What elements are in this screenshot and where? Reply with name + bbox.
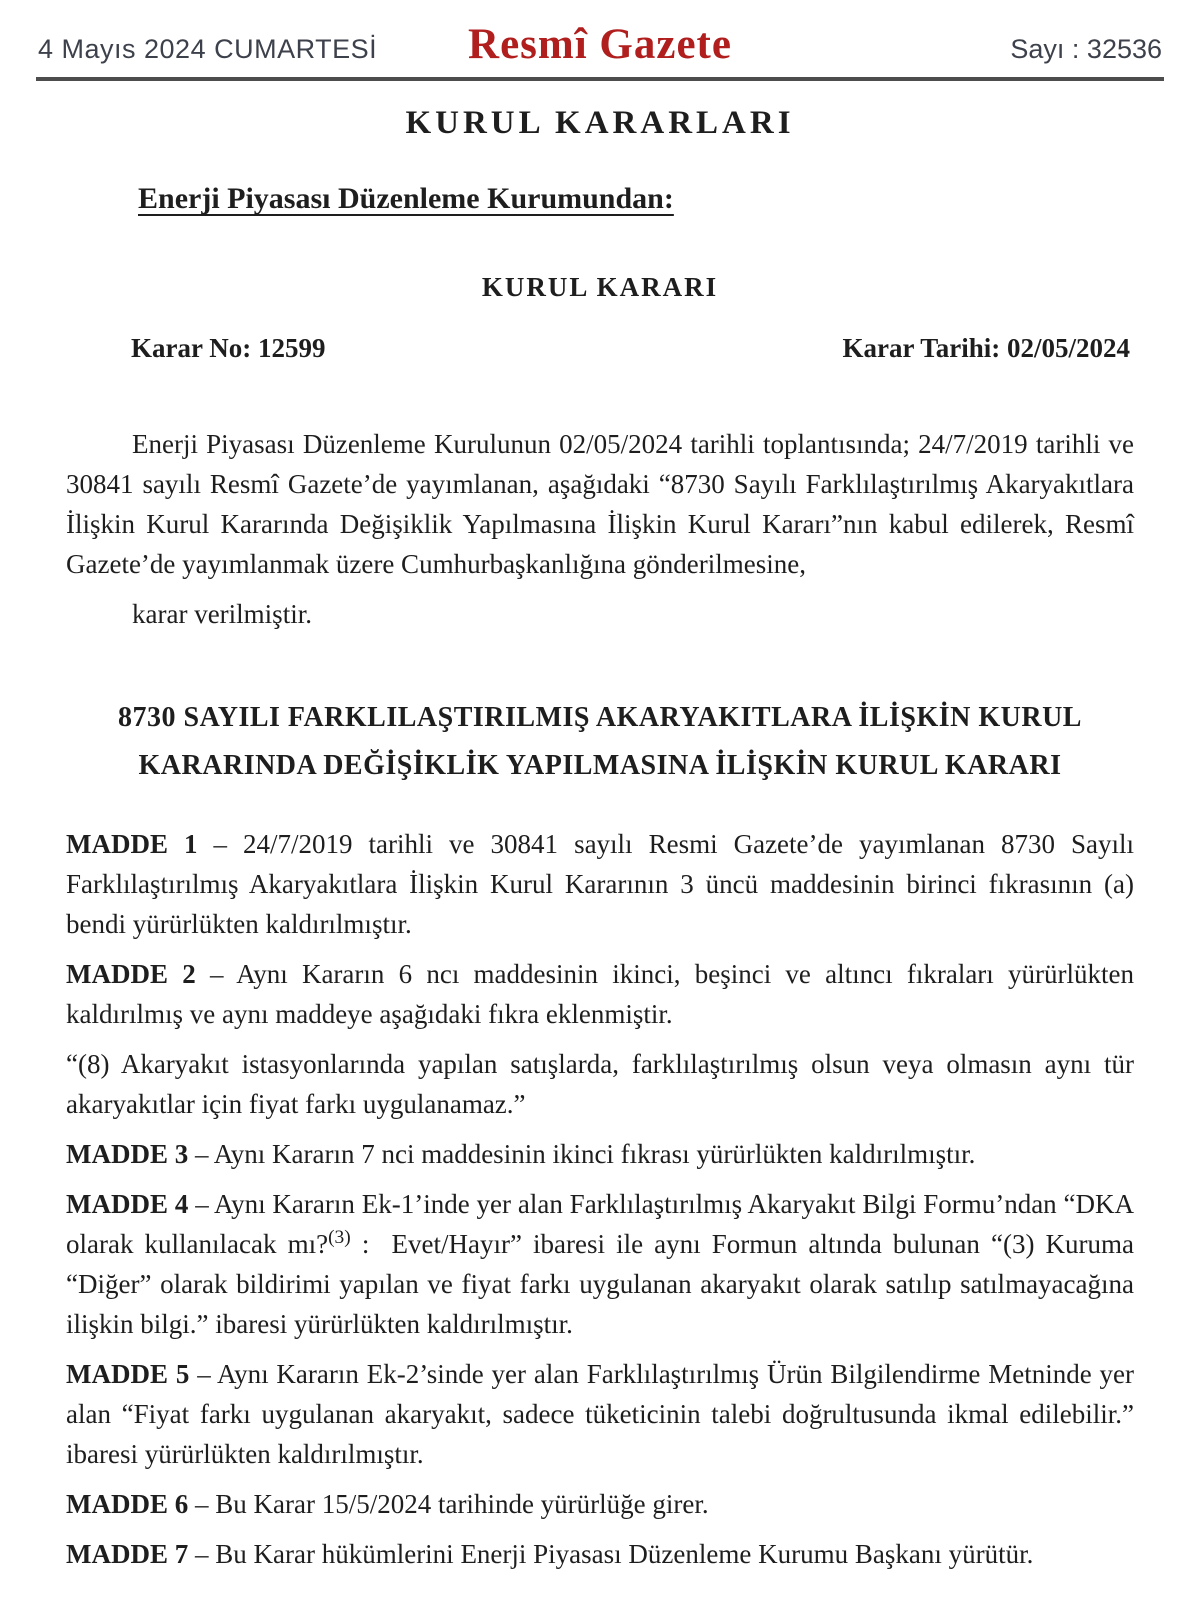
footnote-superscript-3: (3): [328, 1227, 351, 1248]
decision-meta-row: [131, 333, 1130, 364]
article-madde-1: [66, 824, 1134, 944]
article-madde-5: [66, 1354, 1134, 1474]
article-label: MADDE 2: [66, 959, 196, 989]
article-label: MADDE 1: [66, 829, 198, 859]
gazette-date: 4 Mayıs 2024 CUMARTESİ: [38, 34, 378, 64]
decision-number-value: 12599: [257, 333, 326, 363]
decision-number: [131, 333, 325, 364]
added-clause-quote: “(8) Akaryakıt istasyonlarında yapılan satışlarda, farklılaştırılmış olsun veya olmasın aynı tür akaryakıtlar için fiyat farkı uygulanamaz.”: [66, 1049, 1134, 1119]
decision-date: [842, 333, 1130, 364]
article-madde-6: [66, 1484, 1134, 1524]
article-label: MADDE 3: [66, 1139, 189, 1169]
article-text: – Aynı Kararın Ek-2’sinde yer alan Farklılaştırılmış Ürün Bilgilendirme Metninde yer alan “Fiyat farkı uygulanan akaryakıt, sadece tüketicinin talebi doğrultusunda ikmal edilebilir.” ibaresi yürürlükten kaldırılmıştır.: [66, 1359, 1134, 1469]
decree-heading-line-2: KARARINDA DEĞİŞİKLİK YAPILMASINA İLİŞKİN KURUL KARARI: [138, 750, 1062, 781]
header-divider: [36, 77, 1164, 81]
gazette-header: [0, 0, 1200, 69]
decision-date-value: 02/05/2024: [1006, 333, 1130, 363]
decision-date-label: Karar Tarihi:: [842, 333, 1001, 363]
intro-paragraph: Enerji Piyasası Düzenleme Kurulunun 02/05/2024 tarihli toplantısında; 24/7/2019 tarihli ve 30841 sayılı Resmî Gazete’de yayımlanan, aşağıdaki “8730 Sayılı Farklılaştırılmış Akaryakıtlara İlişkin Kurul Kararında Değişiklik Yapılmasına İlişkin Kurul Kararı”nın kabul edilerek, Resmî Gazete’de yayımlanmak üzere Cumhurbaşkanlığına gönderilmesine,: [66, 429, 1134, 579]
section-title: KURUL KARARLARI: [405, 105, 795, 141]
article-text: : Evet/Hayır” ibaresi ile aynı Formun altında bulunan “(3) Kuruma “Diğer” olarak bildirimi yapılan ve fiyat farkı uygulanan akaryakıt olarak satılıp satılmayacağına ilişkin bilgi.” ibaresi yürürlükten kaldırılmıştır.: [66, 1229, 1135, 1339]
article-text: – 24/7/2019 tarihli ve 30841 sayılı Resmi Gazete’de yayımlanan 8730 Sayılı Farklılaştırılmış Akaryakıtlara İlişkin Kurul Kararının 3 üncü maddesinin birinci fıkrasının (a) bendi yürürlükten kaldırılmıştır.: [66, 829, 1134, 939]
decision-title: KURUL KARARI: [481, 272, 719, 302]
article-text: – Aynı Kararın 7 nci maddesinin ikinci fıkrası yürürlükten kaldırılmıştır.: [195, 1139, 976, 1169]
issuing-authority: Enerji Piyasası Düzenleme Kurumundan:: [138, 182, 674, 215]
article-label: MADDE 7: [66, 1539, 189, 1569]
article-madde-4: [66, 1184, 1134, 1344]
article-madde-2: [66, 954, 1134, 1034]
article-label: MADDE 4: [66, 1189, 189, 1219]
closing-line: karar verilmiştir.: [132, 599, 312, 629]
article-madde-3: [66, 1134, 1134, 1174]
decision-number-label: Karar No:: [131, 333, 252, 363]
decree-heading: [40, 694, 1160, 790]
gazette-masthead: Resmî Gazete: [468, 21, 732, 68]
article-text: – Aynı Kararın Ek-1’inde yer alan Farklılaştırılmış Akaryakıt Bilgi Formu’ndan “DKA olarak kullanılacak mı?: [66, 1189, 1135, 1259]
article-label: MADDE 5: [66, 1359, 190, 1389]
issuing-authority-row: [138, 182, 1200, 216]
article-text: – Bu Karar hükümlerini Enerji Piyasası Düzenleme Kurumu Başkanı yürütür.: [195, 1539, 1034, 1569]
article-text: – Aynı Kararın 6 ncı maddesinin ikinci, beşinci ve altıncı fıkraları yürürlükten kaldırılmış ve aynı maddeye aşağıdaki fıkra eklenmiştir.: [66, 959, 1134, 1029]
article-label: MADDE 6: [66, 1489, 189, 1519]
article-text: – Bu Karar 15/5/2024 tarihinde yürürlüğe girer.: [195, 1489, 709, 1519]
article-madde-7: [66, 1534, 1134, 1574]
gazette-issue-number: Sayı : 32536: [1010, 34, 1163, 64]
articles-section: [0, 824, 1200, 1574]
decree-heading-line-1: 8730 SAYILI FARKLILAŞTIRILMIŞ AKARYAKITLARA İLİŞKİN KURUL: [118, 702, 1082, 733]
